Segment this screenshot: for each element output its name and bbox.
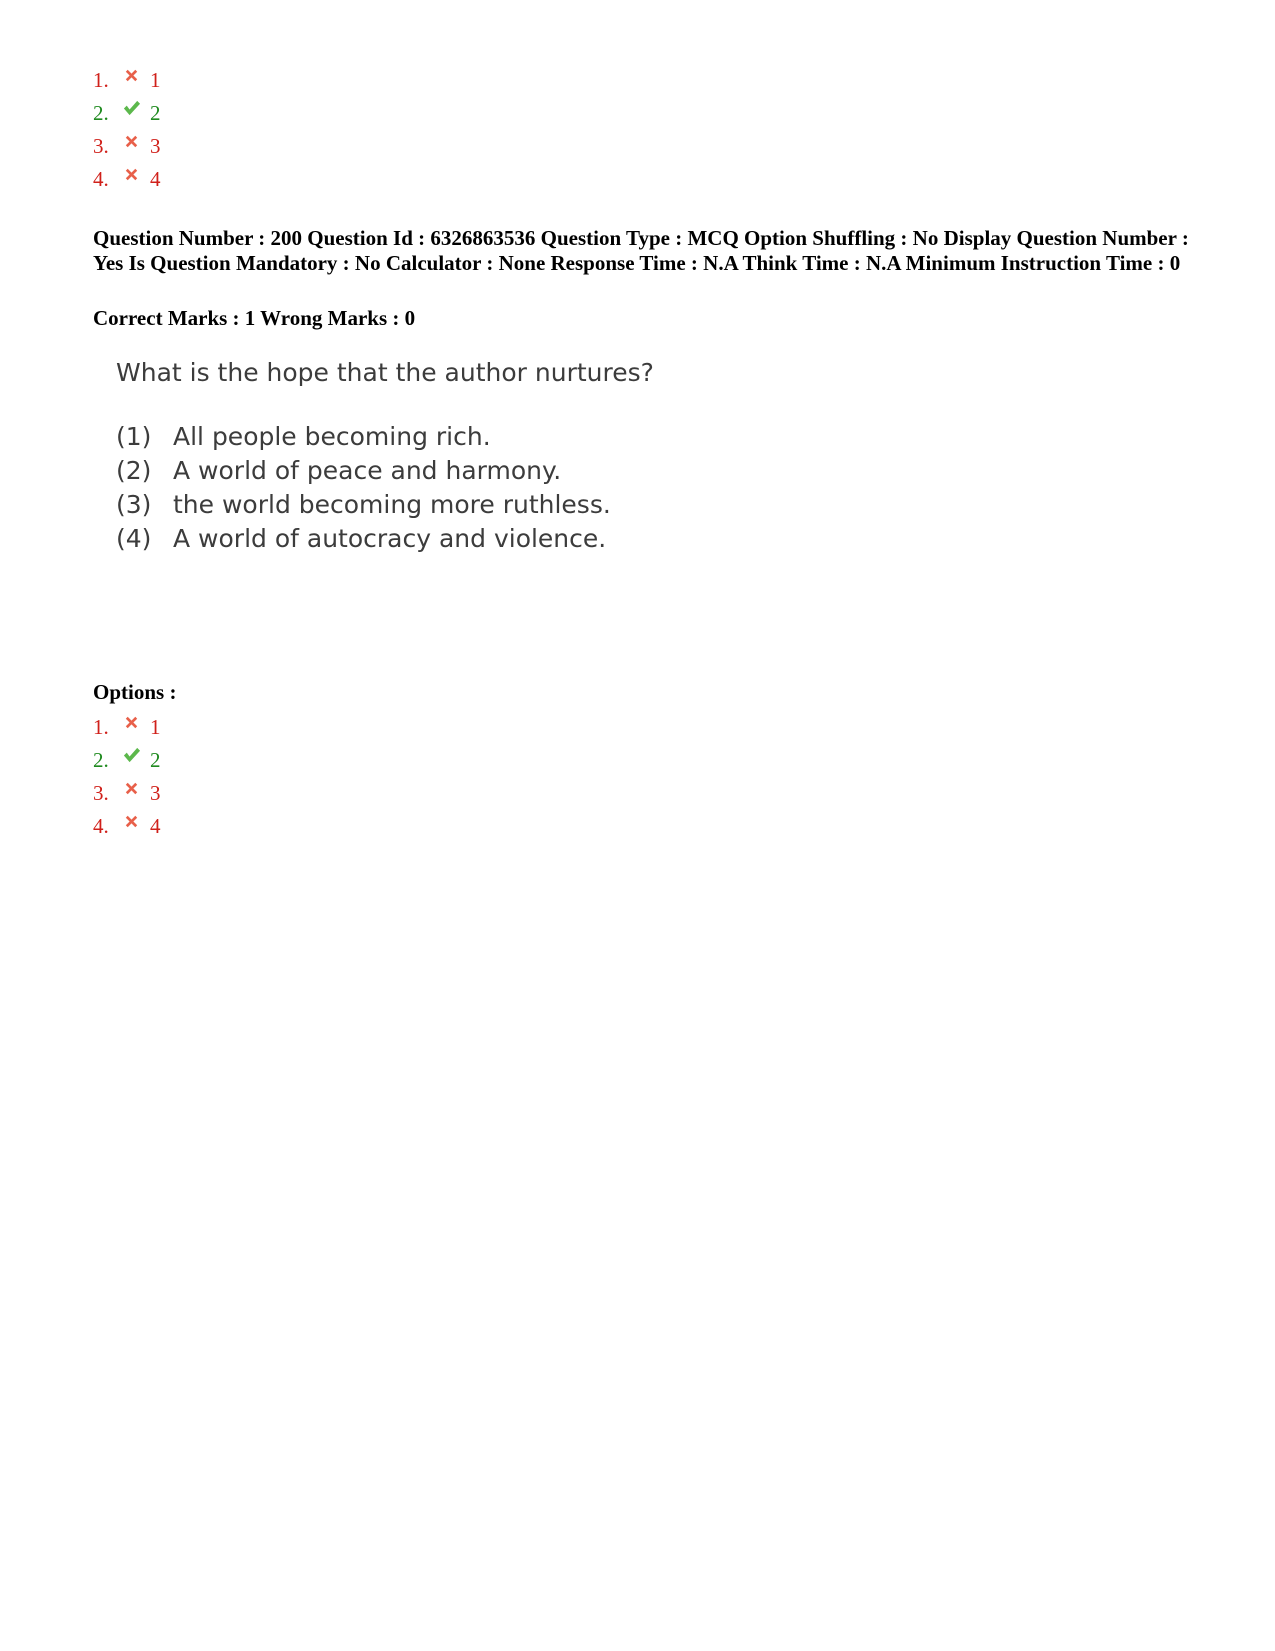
question-metadata: Question Number : 200 Question Id : 6326863536 Question Type : MCQ Option Shuffling : No Display Question Number : Yes Is Question Mandatory : No Calculator : None Response Time : N.A Think Time : N.A Minimum Instruction Time : 0	[93, 226, 1189, 275]
option-item	[93, 744, 161, 777]
question-choice	[116, 522, 654, 556]
options-heading: Options :	[93, 680, 177, 704]
option-item	[93, 97, 161, 130]
option-value: 4	[150, 167, 161, 191]
option-item	[93, 777, 161, 810]
choice-text: All people becoming rich.	[173, 422, 491, 451]
option-item	[93, 163, 161, 196]
option-number: 3.	[93, 134, 109, 158]
option-value: 3	[150, 781, 161, 805]
cross-icon	[122, 132, 141, 151]
cross-icon	[122, 779, 141, 798]
option-value: 1	[150, 715, 161, 739]
option-number: 3.	[93, 781, 109, 805]
question-choice	[116, 454, 654, 488]
choice-number: (1)	[116, 422, 152, 451]
previous-options-list	[93, 64, 161, 196]
option-number: 2.	[93, 101, 109, 125]
question-choice	[116, 420, 654, 454]
option-number: 4.	[93, 167, 109, 191]
option-value: 3	[150, 134, 161, 158]
option-value: 2	[150, 748, 161, 772]
option-item	[93, 64, 161, 97]
choice-number: (4)	[116, 524, 152, 553]
checkmark-icon	[122, 99, 141, 118]
choice-text: A world of autocracy and violence.	[173, 524, 607, 553]
option-item	[93, 711, 161, 744]
checkmark-icon	[122, 746, 141, 765]
cross-icon	[122, 165, 141, 184]
choice-text: the world becoming more ruthless.	[173, 490, 611, 519]
question-choice	[116, 488, 654, 522]
option-value: 4	[150, 814, 161, 838]
option-number: 1.	[93, 715, 109, 739]
answer-options-list	[93, 711, 161, 843]
option-value: 2	[150, 101, 161, 125]
question-block	[116, 356, 654, 556]
choice-text: A world of peace and harmony.	[173, 456, 562, 485]
option-item	[93, 810, 161, 843]
option-number: 4.	[93, 814, 109, 838]
choice-number: (2)	[116, 456, 152, 485]
cross-icon	[122, 66, 141, 85]
option-number: 2.	[93, 748, 109, 772]
option-value: 1	[150, 68, 161, 92]
option-number: 1.	[93, 68, 109, 92]
marks-info: Correct Marks : 1 Wrong Marks : 0	[93, 306, 416, 330]
choice-number: (3)	[116, 490, 152, 519]
cross-icon	[122, 812, 141, 831]
cross-icon	[122, 713, 141, 732]
option-item	[93, 130, 161, 163]
question-text: What is the hope that the author nurtures?	[116, 358, 654, 387]
